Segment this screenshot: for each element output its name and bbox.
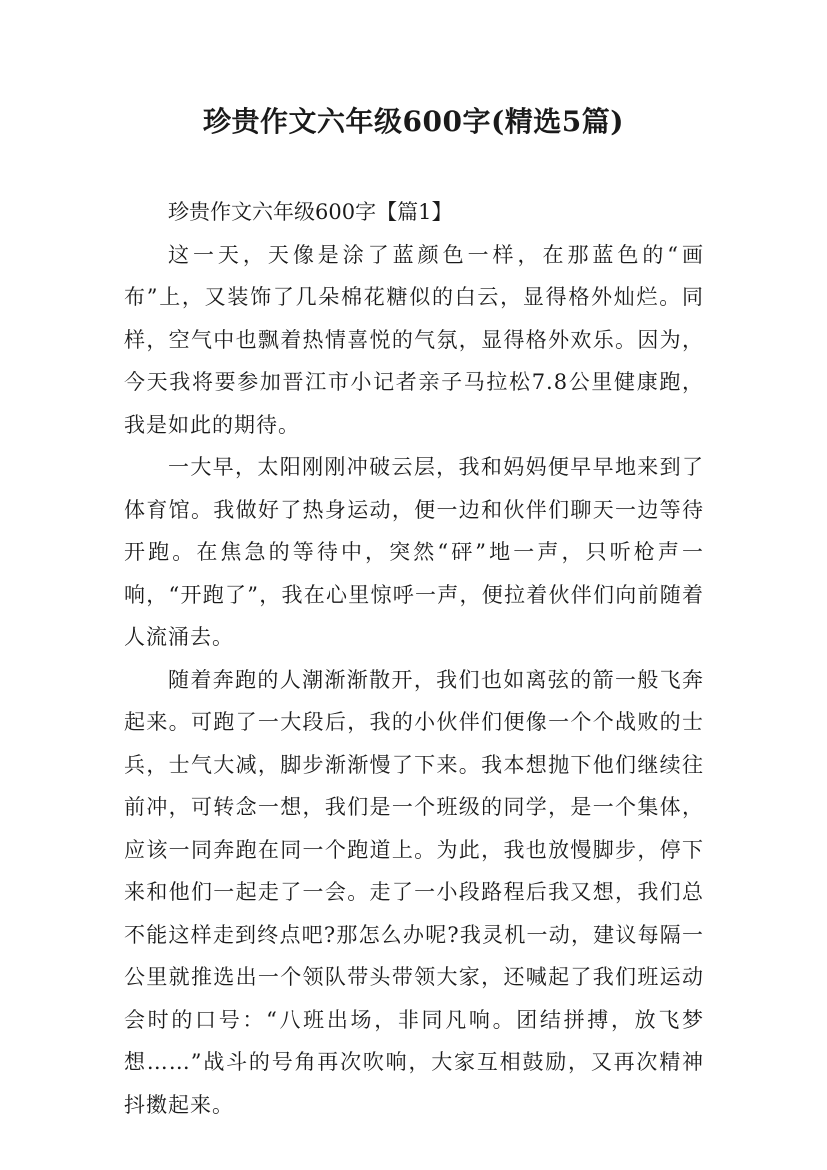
document-body: [124, 191, 704, 1126]
paragraph: 随着奔跑的人潮渐渐散开，我们也如离弦的箭一般飞奔起来。可跑了一大段后，我的小伙伴们便像一个个战败的士兵，士气大减，脚步渐渐慢了下来。我本想抛下他们继续往前冲，可转念一想，我们是一个班级的同学，是一个集体，应该一同奔跑在同一个跑道上。为此，我也放慢脚步，停下来和他们一起走了一会。走了一小段路程后我又想，我们总不能这样走到终点吧?那怎么办呢?我灵机一动，建议每隔一公里就推选出一个领队带头带领大家，还喊起了我们班运动会时的口号：“八班出场，非同凡响。团结拼搏，放飞梦想……”战斗的号角再次吹响，大家互相鼓励，又再次精神抖擞起来。: [124, 667, 704, 1117]
section-heading: 珍贵作文六年级600字【篇1】: [168, 200, 453, 224]
paragraph: 一大早，太阳刚刚冲破云层，我和妈妈便早早地来到了体育馆。我做好了热身运动，便一边和伙伴们聊天一边等待开跑。在焦急的等待中，突然“砰”地一声，只听枪声一响，“开跑了”，我在心里惊呼一声，便拉着伙伴们向前随着人流涌去。: [124, 455, 704, 649]
document-title: 珍贵作文六年级600字(精选5篇): [203, 105, 624, 138]
paragraph: 这一天，天像是涂了蓝颜色一样，在那蓝色的“画布”上，又装饰了几朵棉花糖似的白云，显得格外灿烂。同样，空气中也飘着热情喜悦的气氛，显得格外欢乐。因为，今天我将要参加晋江市小记者亲子马拉松7.8公里健康跑，我是如此的期待。: [124, 242, 704, 437]
